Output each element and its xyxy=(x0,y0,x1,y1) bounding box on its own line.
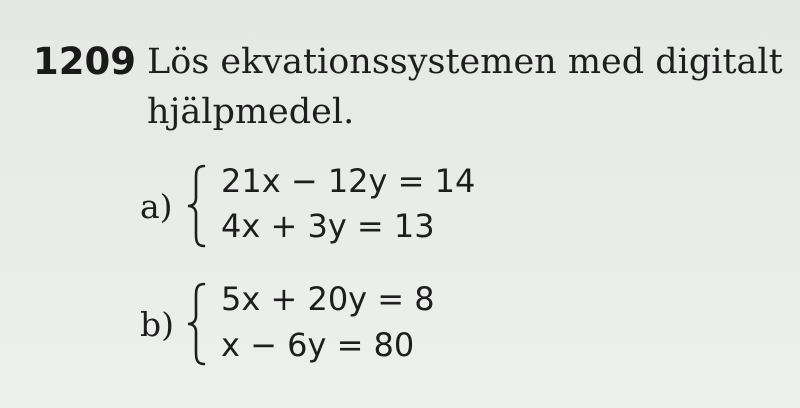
left-brace-icon xyxy=(186,282,208,366)
problem-instruction-line-2: hjälpmedel. xyxy=(147,92,355,132)
left-brace-icon xyxy=(186,164,208,248)
equation-b2: x − 6y = 80 xyxy=(221,326,415,364)
equation-b1: 5x + 20y = 8 xyxy=(221,280,435,318)
problem-number: 1209 xyxy=(33,40,136,83)
part-a-label: a) xyxy=(140,187,173,226)
equation-a2: 4x + 3y = 13 xyxy=(221,207,435,245)
problem-instruction-line-1: Lös ekvationssystemen med digitalt xyxy=(147,42,783,82)
part-b-label: b) xyxy=(140,305,174,344)
equation-a1: 21x − 12y = 14 xyxy=(221,162,476,200)
